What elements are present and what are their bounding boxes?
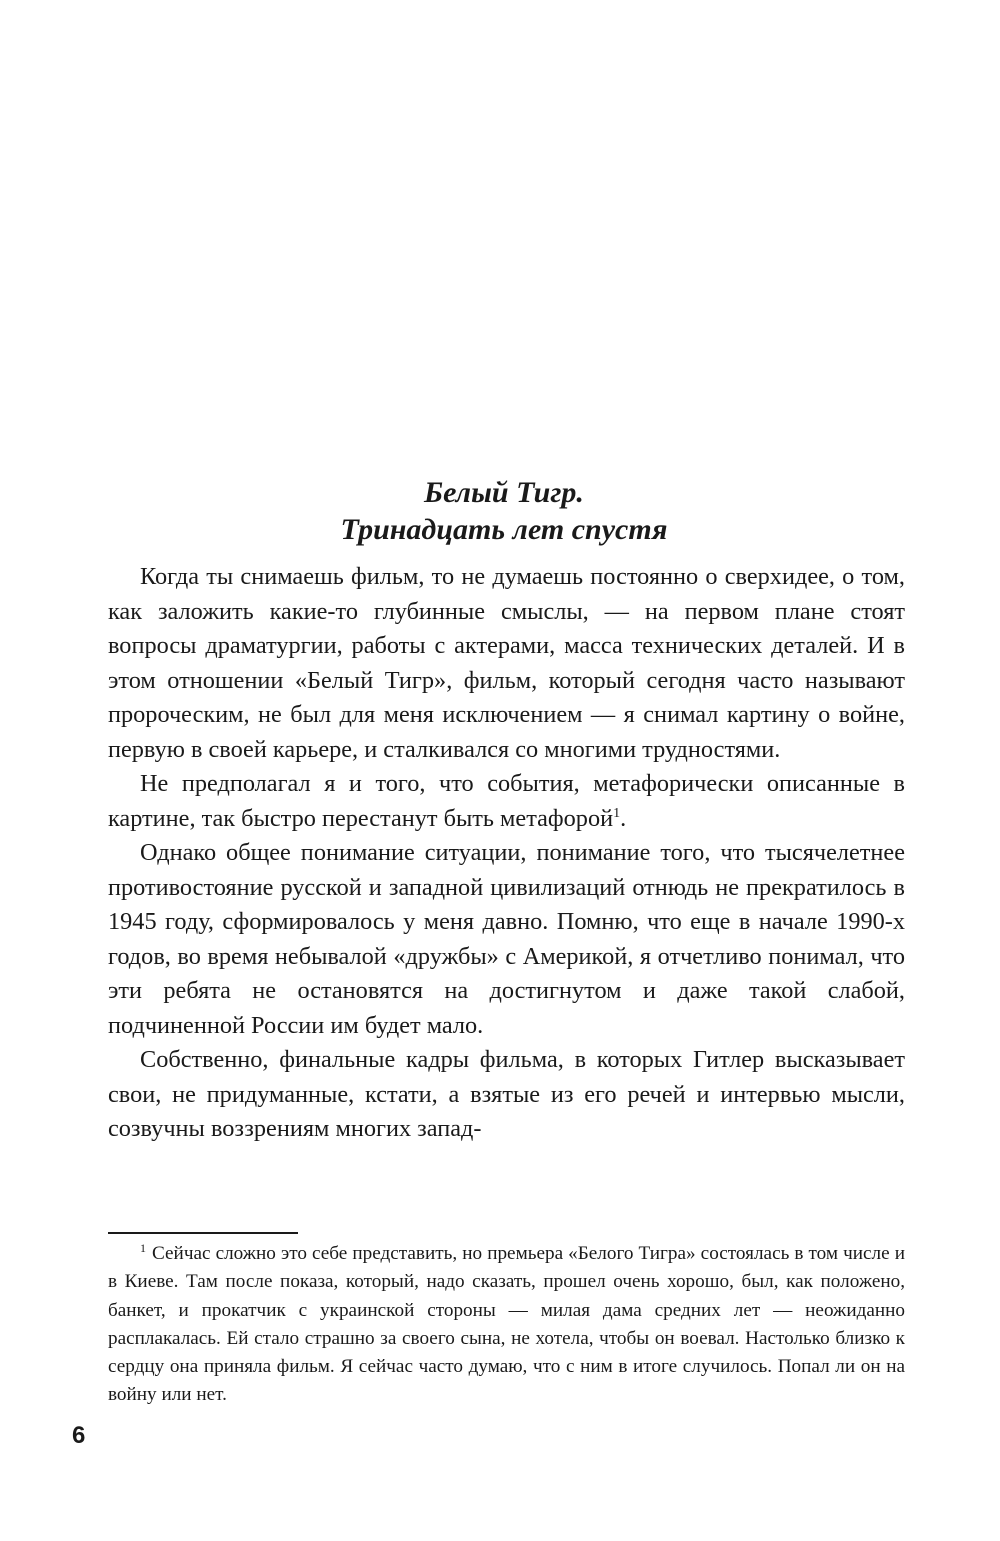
footnote-marker: 1 xyxy=(140,1240,146,1255)
footnote-divider xyxy=(108,1232,298,1234)
paragraph-3-text: Однако общее понимание ситуации, понимание того, что тысячелетнее противостояние русской и западной цивилизаций отнюдь не прекратилось в 1945 году, сформировалось у меня давно. Помню, что еще в начале 1990-х годов, во время небывалой «дружбы» с Америкой, я отчетливо понимал, что эти ребята не остановятся на достигнутом и даже такой слабой, подчиненной России им будет мало. xyxy=(108,839,905,1039)
chapter-title-line-2: Тринадцать лет спустя xyxy=(340,513,668,546)
chapter-title xyxy=(108,474,900,548)
paragraph-2 xyxy=(108,767,905,836)
page-number: 6 xyxy=(72,1422,86,1449)
footnote xyxy=(108,1240,905,1410)
footnote-reference[interactable]: 1 xyxy=(613,805,621,821)
paragraph-1 xyxy=(108,560,905,767)
paragraph-4 xyxy=(108,1043,905,1147)
chapter-title-line-1: Белый Тигр. xyxy=(424,476,584,509)
paragraph-4-text: Собственно, финальные кадры фильма, в которых Гитлер высказывает свои, не придуманные, кстати, а взятые из его речей и интервью мысли, созвучны воззрениям многих запад- xyxy=(108,1046,905,1142)
paragraph-1-text: Когда ты снимаешь фильм, то не думаешь постоянно о сверхидее, о том, как заложить какие-то глубинные смыслы, — на первом плане стоят вопросы драматургии, работы с актерами, масса технических деталей. И в этом отношении «Белый Тигр», фильм, который сегодня часто называют пророческим, не был для меня исключением — я снимал картину о войне, первую в своей карьере, и сталкивался со многими трудностями. xyxy=(108,563,905,763)
footnote-text: Сейчас сложно это себе представить, но премьера «Белого Тигра» состоялась в том числе и в Киеве. Там после показа, который, надо сказать, прошел очень хорошо, был, как положено, банкет, и прокатчик с украинской стороны — милая дама средних лет — неожиданно расплакалась. Ей стало страшно за своего сына, не хотела, чтобы он воевал. Настолько близко к сердцу она приняла фильм. Я сейчас часто думаю, что с ним в итоге случилось. Попал ли он на войну или нет. xyxy=(108,1243,905,1406)
paragraph-3 xyxy=(108,836,905,1043)
paragraph-2-end: . xyxy=(620,804,627,832)
paragraph-2-text: Не предполагал я и того, что события, метафорически описанные в картине, так быстро перестанут быть метафорой xyxy=(108,770,905,832)
body-text xyxy=(108,560,905,1147)
